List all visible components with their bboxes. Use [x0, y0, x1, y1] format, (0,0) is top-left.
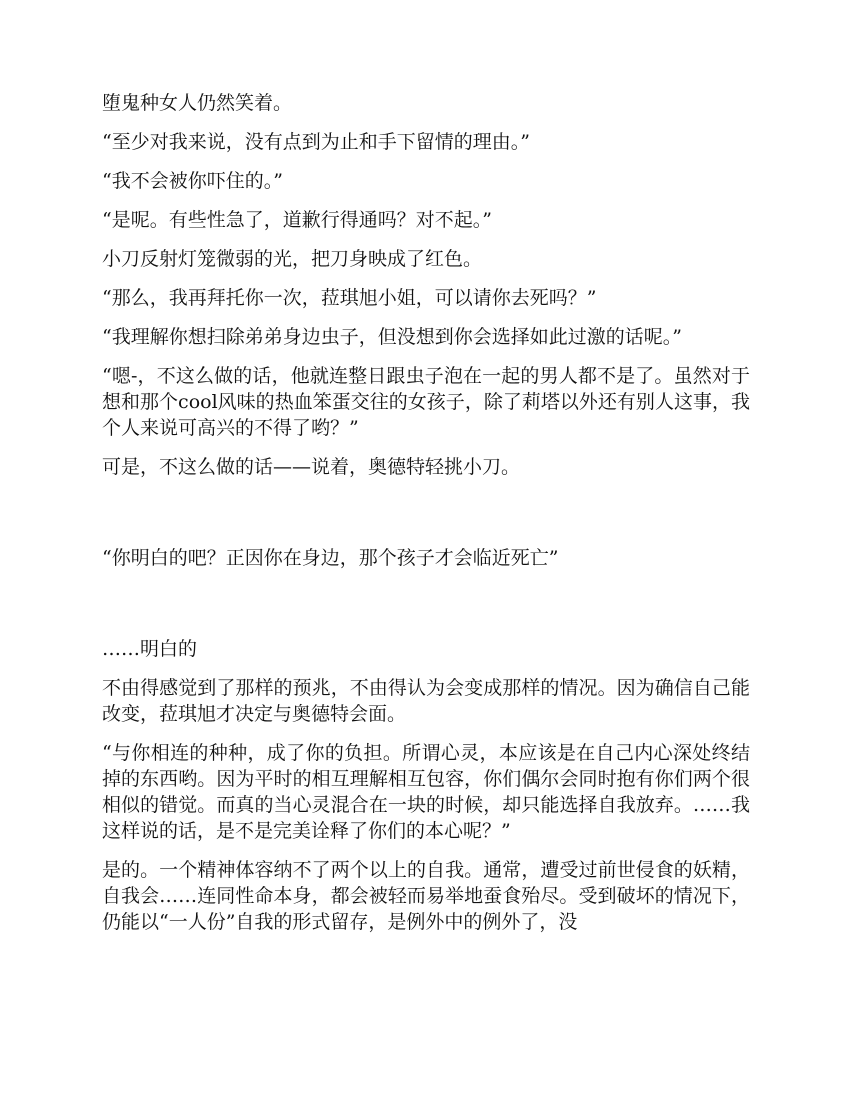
paragraph: “我理解你想扫除弟弟身边虫子，但没想到你会选择如此过激的话呢。” — [102, 326, 682, 348]
paragraph: 堕鬼种女人仍然笑着。 — [102, 92, 293, 114]
paragraph: 是的。一个精神体容纳不了两个以上的自我。通常，遭受过前世侵食的妖精，自我会……连同性命本身，都会被轻而易举地蚕食殆尽。受到破坏的情况下，仍能以“一人份”自我的形式留存，是例外中的例外了，没 — [102, 859, 750, 933]
paragraph: “至少对我来说，没有点到为止和手下留情的理由。” — [102, 131, 530, 153]
paragraph: 小刀反射灯笼微弱的光，把刀身映成了红色。 — [102, 248, 483, 270]
paragraph: “是呢。有些性急了，道歉行得通吗？对不起。” — [102, 209, 492, 231]
paragraph: 可是，不这么做的话——说着，奥德特轻挑小刀。 — [102, 456, 521, 478]
paragraph: “与你相连的种种，成了你的负担。所谓心灵，本应该是在自己内心深处终结掉的东西哟。因为平时的相互理解相互包容，你们偶尔会同时抱有你们两个很相似的错觉。而真的当心灵混合在一块的时候，却只能选择自我放弃。……我这样说的话，是不是完美诠释了你们的本心呢？” — [102, 742, 750, 842]
paragraph: “那么，我再拜托你一次，菈琪旭小姐，可以请你去死吗？” — [102, 287, 597, 309]
paragraph: 不由得感觉到了那样的预兆，不由得认为会变成那样的情况。因为确信自己能改变，菈琪旭才决定与奥德特会面。 — [102, 677, 750, 725]
document-page — [102, 90, 750, 948]
paragraph: ……明白的 — [102, 638, 198, 660]
paragraph: “嗯-，不这么做的话，他就连整日跟虫子泡在一起的男人都不是了。虽然对于想和那个cool风味的热血笨蛋交往的女孩子，除了莉塔以外还有别人这事，我个人来说可高兴的不得了哟？” — [102, 365, 750, 439]
paragraph: “你明白的吧？正因你在身边，那个孩子才会临近死亡” — [102, 547, 559, 569]
paragraph: “我不会被你吓住的。” — [102, 170, 283, 192]
